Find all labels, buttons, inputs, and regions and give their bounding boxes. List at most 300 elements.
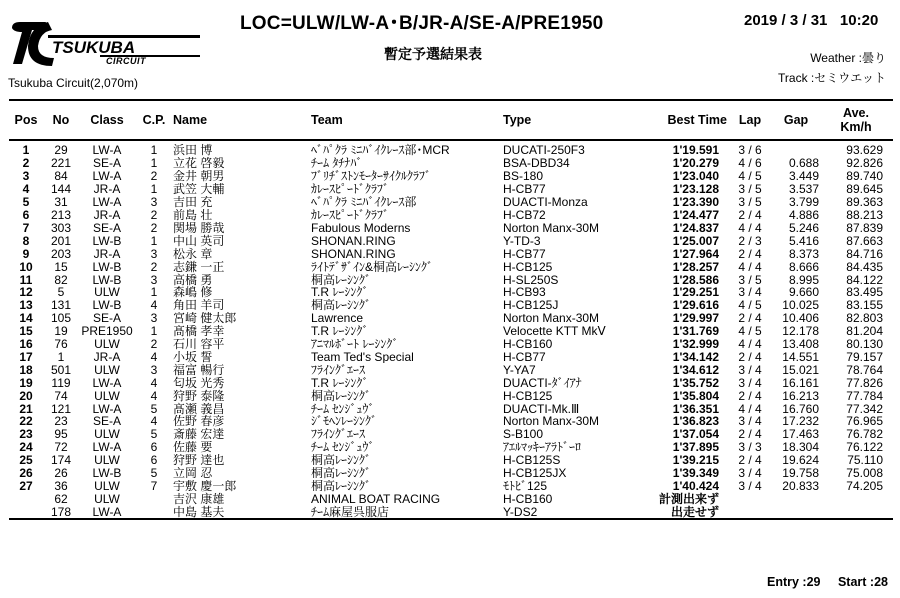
cell-lap: 2 / 3 xyxy=(738,234,762,248)
cell-best: 計測出来ず xyxy=(658,492,719,506)
cell-team: Team Ted's Special xyxy=(311,350,414,364)
cell-no: 62 xyxy=(54,492,68,506)
cell-no: 95 xyxy=(54,427,68,441)
cell-name: 角田 羊司 xyxy=(173,298,225,312)
cell-gap: 15.021 xyxy=(782,363,819,377)
cell-cp: 3 xyxy=(150,247,158,261)
cell-gap: 5.416 xyxy=(788,234,819,248)
cell-pos: 18 xyxy=(19,363,33,377)
cell-best: 1'36.351 xyxy=(672,402,719,416)
entry-count: Entry :29 xyxy=(766,575,821,589)
cell-cp: 1 xyxy=(150,324,158,338)
cell-cp xyxy=(135,492,173,505)
cell-class: LW-B xyxy=(92,466,122,480)
table-row xyxy=(9,467,893,480)
cell-name: 髙橋 孝幸 xyxy=(173,324,225,338)
cell-best: 1'23.128 xyxy=(672,182,719,196)
cell-best: 1'37.054 xyxy=(672,427,719,441)
table-row xyxy=(9,363,893,376)
cell-ave: 77.826 xyxy=(846,376,883,390)
cell-gap: 10.025 xyxy=(782,298,819,312)
cell-no: 178 xyxy=(50,505,72,519)
logo-subtext: CIRCUIT xyxy=(106,56,146,66)
cell-pos: 20 xyxy=(19,389,33,403)
cell-no: 31 xyxy=(54,195,68,209)
cell-gap: 19.624 xyxy=(782,453,819,467)
cell-no: 26 xyxy=(54,466,68,480)
cell-type: DUACTI-Monza xyxy=(503,195,588,209)
cell-lap xyxy=(727,492,773,505)
cell-gap: 20.833 xyxy=(782,479,819,493)
race-date: 2019 / 3 / 31 xyxy=(744,12,828,29)
cell-pos: 12 xyxy=(19,285,33,299)
table-row xyxy=(9,402,893,415)
cell-cp: 6 xyxy=(150,440,158,454)
cell-lap: 2 / 4 xyxy=(738,350,762,364)
cell-lap: 3 / 6 xyxy=(738,143,762,157)
cell-class: LW-B xyxy=(92,234,122,248)
cell-pos: 24 xyxy=(19,440,33,454)
cell-ave: 89.740 xyxy=(846,169,883,183)
cell-team: Fabulous Moderns xyxy=(311,221,411,235)
cell-class: LW-A xyxy=(92,143,122,157)
cell-team: ﾍﾞﾊﾟｸﾗ ﾐﾆﾊﾞｲｸﾚｰｽ部･MCR xyxy=(311,143,450,157)
cell-gap: 5.246 xyxy=(788,221,819,235)
cell-best: 1'39.349 xyxy=(672,466,719,480)
cell-name: 石川 容平 xyxy=(173,337,225,351)
cell-cp: 7 xyxy=(150,479,158,493)
cell-pos: 5 xyxy=(22,195,30,209)
cell-cp: 2 xyxy=(150,208,158,222)
cell-team: 桐高ﾚｰｼﾝｸﾞ xyxy=(311,466,372,480)
cell-no: 131 xyxy=(50,298,72,312)
cell-best: 1'24.837 xyxy=(672,221,719,235)
cell-ave: 76.965 xyxy=(846,415,883,428)
cell-pos: 16 xyxy=(19,337,33,351)
table-row xyxy=(9,338,893,351)
cell-ave: 93.629 xyxy=(846,143,883,157)
table-row xyxy=(9,247,893,260)
cell-ave: 78.764 xyxy=(846,363,883,377)
cell-ave: 74.205 xyxy=(846,479,883,493)
cell-type: H-CB77 xyxy=(503,350,546,364)
cell-gap xyxy=(773,505,819,519)
cell-team: ﾁｰﾑ ﾀﾁﾅﾊﾞ xyxy=(311,156,363,170)
cell-cp: 1 xyxy=(150,182,158,196)
cell-team: ﾗｲﾄﾃﾞｻﾞｲﾝ&桐高ﾚｰｼﾝｸﾞ xyxy=(311,260,434,274)
cell-gap: 3.799 xyxy=(788,195,819,209)
track-condition: Track :セミウエット xyxy=(778,71,886,85)
cell-type: H-CB125J xyxy=(503,298,559,312)
table-row xyxy=(9,312,893,325)
table-row xyxy=(9,492,893,505)
cell-team: 桐高ﾚｰｼﾝｸﾞ xyxy=(311,298,372,312)
cell-cp: 5 xyxy=(150,402,158,416)
cell-type: Norton Manx-30M xyxy=(503,221,600,235)
cell-pos: 4 xyxy=(22,182,30,196)
cell-ave: 87.663 xyxy=(846,234,883,248)
table-row xyxy=(9,260,893,273)
cell-type: H-CB160 xyxy=(503,492,553,506)
cell-class: SE-A xyxy=(92,221,121,235)
cell-gap xyxy=(773,492,819,505)
cell-name: 佐藤 要 xyxy=(173,440,213,454)
cell-type: H-CB160 xyxy=(503,337,553,351)
cell-lap: 3 / 5 xyxy=(738,182,762,196)
cell-team: T.R ﾚｰｼﾝｸﾞ xyxy=(311,376,369,390)
cell-cp: 3 xyxy=(150,311,158,325)
cell-lap: 3 / 5 xyxy=(738,273,762,286)
cell-type: DUACTI-ﾀﾞｲｱﾅ xyxy=(503,376,582,390)
cell-type: H-CB125S xyxy=(503,453,561,467)
cell-lap: 4 / 4 xyxy=(738,402,762,416)
cell-best: 1'36.823 xyxy=(672,415,719,428)
cell-class: ULW xyxy=(94,492,120,506)
cell-lap: 4 / 5 xyxy=(738,169,762,183)
cell-no: 213 xyxy=(50,208,72,222)
cell-ave xyxy=(819,505,893,519)
cell-name: 関場 勝哉 xyxy=(173,221,225,235)
col-ave-label: Ave. xyxy=(843,106,869,120)
cell-name: 佐野 春彦 xyxy=(173,415,225,428)
col-ave xyxy=(819,100,893,140)
cell-name: 立岡 忍 xyxy=(173,466,213,480)
cell-lap: 3 / 3 xyxy=(738,440,762,454)
cell-class: ULW xyxy=(94,337,120,351)
cell-team: SHONAN.RING xyxy=(311,234,396,248)
cell-cp: 4 xyxy=(150,298,158,312)
tsukuba-circuit-logo xyxy=(8,18,208,78)
cell-type: H-CB93 xyxy=(503,285,546,299)
cell-name: 中島 基夫 xyxy=(173,505,225,519)
cell-cp: 2 xyxy=(150,260,158,274)
cell-ave: 79.157 xyxy=(846,350,883,364)
cell-class: SE-A xyxy=(92,311,121,325)
cell-ave: 89.645 xyxy=(846,182,883,196)
cell-best: 1'29.616 xyxy=(672,298,719,312)
cell-type: Norton Manx-30M xyxy=(503,311,600,325)
cell-class: JR-A xyxy=(93,208,121,222)
cell-name: 金井 朝男 xyxy=(173,169,225,183)
cell-best: 1'27.964 xyxy=(672,247,719,261)
cell-lap: 4 / 6 xyxy=(738,156,762,170)
cell-team: ｼﾞﾓﾍﾝﾚｰｼﾝｸﾞ xyxy=(311,415,378,428)
cell-type: H-CB77 xyxy=(503,247,546,261)
cell-gap: 0.688 xyxy=(788,156,819,170)
cell-best: 1'40.424 xyxy=(672,479,719,493)
cell-gap: 19.758 xyxy=(782,466,819,480)
cell-lap xyxy=(727,505,773,519)
cell-best: 1'35.804 xyxy=(672,389,719,403)
table-row xyxy=(9,351,893,364)
cell-lap: 4 / 4 xyxy=(738,221,762,235)
cell-ave: 84.716 xyxy=(846,247,883,261)
cell-gap: 18.304 xyxy=(782,440,819,454)
weather-info: Weather :曇り xyxy=(810,51,886,65)
cell-pos: 15 xyxy=(19,324,33,338)
col-team: Team xyxy=(291,100,503,140)
cell-ave xyxy=(819,492,893,505)
cell-gap: 13.408 xyxy=(782,337,819,351)
circuit-name: Tsukuba Circuit(2,070m) xyxy=(8,76,139,90)
cell-lap: 2 / 4 xyxy=(738,389,762,403)
cell-no: 5 xyxy=(57,285,65,299)
cell-no: 84 xyxy=(54,169,68,183)
cell-type: Y-DS2 xyxy=(503,505,538,519)
cell-gap: 8.666 xyxy=(788,260,819,274)
cell-team: ｶﾚｰｽﾋﾟｰﾄﾞｸﾗﾌﾞ xyxy=(311,182,390,196)
cell-gap: 16.161 xyxy=(782,376,819,390)
cell-ave: 88.213 xyxy=(846,208,883,222)
cell-no: 15 xyxy=(54,260,68,274)
cell-cp: 2 xyxy=(150,169,158,183)
cell-team: ﾁｰﾑ ｾﾝｼﾞｭｳﾞ xyxy=(311,440,375,454)
table-row xyxy=(9,454,893,467)
results-body xyxy=(9,140,893,519)
cell-pos: 2 xyxy=(22,156,30,170)
table-row xyxy=(9,480,893,493)
cell-best: 1'29.997 xyxy=(672,311,719,325)
cell-team: ﾌﾗｲﾝｸﾞｴｰｽ xyxy=(311,363,366,377)
cell-class: PRE1950 xyxy=(81,324,133,338)
cell-type: Y-TD-3 xyxy=(503,234,541,248)
table-row xyxy=(9,505,893,519)
cell-team: ﾍﾞﾊﾟｸﾗ ﾐﾆﾊﾞｲｸﾚｰｽ部 xyxy=(311,195,417,209)
cell-team: ﾁｰﾑ麻屋呉服店 xyxy=(311,505,390,519)
cell-gap: 17.232 xyxy=(782,415,819,428)
cell-lap: 3 / 4 xyxy=(738,479,762,493)
table-row xyxy=(9,157,893,170)
col-name: Name xyxy=(173,100,291,140)
cell-cp: 1 xyxy=(150,156,158,170)
cell-pos: 27 xyxy=(19,479,33,493)
cell-name: 髙瀬 義昌 xyxy=(173,402,225,416)
cell-pos: 13 xyxy=(19,298,33,312)
cell-lap: 2 / 4 xyxy=(738,311,762,325)
cell-pos xyxy=(9,505,43,519)
cell-class: ULW xyxy=(94,427,120,441)
cell-name: 立花 啓毅 xyxy=(173,156,225,170)
cell-best: 1'28.586 xyxy=(672,273,719,286)
cell-ave: 87.839 xyxy=(846,221,883,235)
cell-gap: 3.537 xyxy=(788,182,819,196)
cell-class: ULW xyxy=(94,285,120,299)
table-row xyxy=(9,389,893,402)
cell-no: 19 xyxy=(54,324,68,338)
cell-no: 121 xyxy=(50,402,72,416)
cell-class: LW-A xyxy=(92,440,122,454)
cell-lap: 2 / 4 xyxy=(738,427,762,441)
cell-lap: 2 / 4 xyxy=(738,453,762,467)
cell-class: JR-A xyxy=(93,247,121,261)
cell-team: Lawrence xyxy=(311,311,364,325)
cell-ave: 89.363 xyxy=(846,195,883,209)
cell-class: LW-B xyxy=(92,298,122,312)
cell-pos: 8 xyxy=(22,234,30,248)
table-row xyxy=(9,441,893,454)
cell-gap xyxy=(773,140,819,157)
cell-lap: 4 / 5 xyxy=(738,324,762,338)
table-row xyxy=(9,415,893,428)
cell-name: 宇敷 慶一郎 xyxy=(173,479,237,493)
col-no: No xyxy=(43,100,79,140)
results-subtitle: 暫定予選結果表 xyxy=(384,46,482,62)
cell-cp: 1 xyxy=(150,234,158,248)
cell-ave: 83.155 xyxy=(846,298,883,312)
cell-pos: 23 xyxy=(19,427,33,441)
table-row xyxy=(9,221,893,234)
cell-pos: 19 xyxy=(19,376,33,390)
cell-no: 203 xyxy=(50,247,72,261)
cell-best: 1'32.999 xyxy=(672,337,719,351)
cell-team: 桐高ﾚｰｼﾝｸﾞ xyxy=(311,453,372,467)
col-best-time: Best Time xyxy=(645,100,727,140)
cell-name: 森嶋 修 xyxy=(173,285,213,299)
cell-no: 72 xyxy=(54,440,68,454)
cell-lap: 3 / 4 xyxy=(738,363,762,377)
start-count: Start :28 xyxy=(837,575,888,589)
cell-ave: 84.122 xyxy=(846,273,883,286)
cell-lap: 3 / 4 xyxy=(738,415,762,428)
cell-best: 1'37.895 xyxy=(672,440,719,454)
cell-ave: 83.495 xyxy=(846,285,883,299)
cell-type: S-B100 xyxy=(503,427,544,441)
col-cp: C.P. xyxy=(135,100,173,140)
cell-class: ULW xyxy=(94,453,120,467)
cell-type: Velocette KTT MkⅤ xyxy=(503,324,606,338)
cell-cp: 2 xyxy=(150,337,158,351)
cell-lap: 3 / 4 xyxy=(738,285,762,299)
race-title: LOC=ULW/LW-A･B/JR-A/SE-A/PRE1950 xyxy=(240,13,604,34)
cell-best: 1'31.769 xyxy=(672,324,719,338)
cell-best: 1'23.040 xyxy=(672,169,719,183)
cell-team: 桐高ﾚｰｼﾝｸﾞ xyxy=(311,389,372,403)
tc-logo-icon xyxy=(8,18,208,78)
cell-no: 23 xyxy=(54,415,68,428)
cell-class: LW-B xyxy=(92,273,122,286)
cell-gap: 4.886 xyxy=(788,208,819,222)
race-datetime xyxy=(744,12,878,29)
table-row xyxy=(9,196,893,209)
cell-name: 福富 暢行 xyxy=(173,363,225,377)
cell-type: Y-YA7 xyxy=(503,363,536,377)
cell-pos: 14 xyxy=(19,311,33,325)
cell-class: LW-A xyxy=(92,169,122,183)
cell-cp: 4 xyxy=(150,415,158,428)
cell-name: 吉沢 康雄 xyxy=(173,492,225,506)
results-header xyxy=(9,100,893,140)
cell-pos: 25 xyxy=(19,453,33,467)
cell-cp: 4 xyxy=(150,389,158,403)
table-row xyxy=(9,428,893,441)
cell-gap: 16.760 xyxy=(782,402,819,416)
table-row xyxy=(9,286,893,299)
cell-gap: 8.995 xyxy=(788,273,819,286)
table-row xyxy=(9,376,893,389)
col-ave-unit: Km/h xyxy=(840,120,872,134)
cell-cp: 6 xyxy=(150,453,158,467)
cell-best: 1'35.752 xyxy=(672,376,719,390)
cell-no: 501 xyxy=(50,363,72,377)
cell-ave: 80.130 xyxy=(846,337,883,351)
cell-class: LW-A xyxy=(92,195,122,209)
cell-no: 105 xyxy=(50,311,72,325)
cell-ave: 75.008 xyxy=(846,466,883,480)
cell-class: SE-A xyxy=(92,156,121,170)
cell-pos: 3 xyxy=(22,169,30,183)
cell-type: Norton Manx-30M xyxy=(503,415,600,428)
cell-best: 1'34.142 xyxy=(672,350,719,364)
cell-class: JR-A xyxy=(93,350,121,364)
cell-best: 出走せず xyxy=(670,505,719,519)
cell-best: 1'25.007 xyxy=(672,234,719,248)
cell-type: H-CB125JX xyxy=(503,466,567,480)
cell-pos xyxy=(9,492,43,505)
col-gap: Gap xyxy=(773,100,819,140)
cell-no: 144 xyxy=(50,182,72,196)
cell-team: T.R ﾚｰｼﾝｸﾞ xyxy=(311,324,369,338)
cell-team: ｱﾆﾏﾙﾎﾞｰﾄ ﾚｰｼﾝｸﾞ xyxy=(311,337,399,351)
cell-team: ｶﾚｰｽﾋﾟｰﾄﾞｸﾗﾌﾞ xyxy=(311,208,390,222)
cell-pos: 22 xyxy=(19,415,33,428)
cell-gap: 9.660 xyxy=(788,285,819,299)
cell-name: 小坂 誓 xyxy=(173,350,213,364)
cell-best: 1'28.257 xyxy=(672,260,719,274)
cell-name: 浜田 博 xyxy=(173,143,213,157)
cell-type: DUCATI-250F3 xyxy=(503,143,585,157)
cell-ave: 81.204 xyxy=(846,324,883,338)
cell-class: ULW xyxy=(94,389,120,403)
cell-type: DUACTI-Mk.Ⅲ xyxy=(503,402,580,416)
cell-best: 1'20.279 xyxy=(672,156,719,170)
cell-cp: 4 xyxy=(150,350,158,364)
cell-cp: 3 xyxy=(150,195,158,209)
cell-name: 高橋 勇 xyxy=(173,273,213,286)
col-class: Class xyxy=(79,100,135,140)
cell-gap: 10.406 xyxy=(782,311,819,325)
cell-class: LW-A xyxy=(92,505,122,519)
cell-class: JR-A xyxy=(93,182,121,196)
cell-name: 前島 壮 xyxy=(173,208,213,222)
cell-name: 松永 章 xyxy=(173,247,213,261)
cell-no: 174 xyxy=(50,453,72,467)
cell-no: 119 xyxy=(51,376,71,390)
cell-best: 1'23.390 xyxy=(672,195,719,209)
table-row xyxy=(9,325,893,338)
table-row xyxy=(9,273,893,286)
cell-cp: 3 xyxy=(150,363,158,377)
cell-class: LW-B xyxy=(92,260,122,274)
cell-gap: 3.449 xyxy=(788,169,819,183)
cell-type: ｱｴﾙﾏｯｷｰｱﾗﾄﾞｰﾛ xyxy=(503,440,582,454)
table-row xyxy=(9,170,893,183)
cell-pos: 9 xyxy=(22,247,30,261)
col-pos: Pos xyxy=(9,100,43,140)
cell-team: ANIMAL BOAT RACING xyxy=(311,492,441,506)
cell-type: H-CB125 xyxy=(503,260,553,274)
cell-cp: 3 xyxy=(150,273,158,286)
table-row xyxy=(9,234,893,247)
cell-cp: 2 xyxy=(150,221,158,235)
cell-no: 201 xyxy=(50,234,72,248)
cell-best: 1'34.612 xyxy=(672,363,719,377)
cell-ave: 77.342 xyxy=(846,402,883,416)
cell-gap: 12.178 xyxy=(782,324,819,338)
cell-ave: 76.122 xyxy=(846,440,883,454)
cell-team: 桐高ﾚｰｼﾝｸﾞ xyxy=(311,273,372,286)
cell-no: 303 xyxy=(50,221,72,235)
cell-class: LW-A xyxy=(92,376,122,390)
